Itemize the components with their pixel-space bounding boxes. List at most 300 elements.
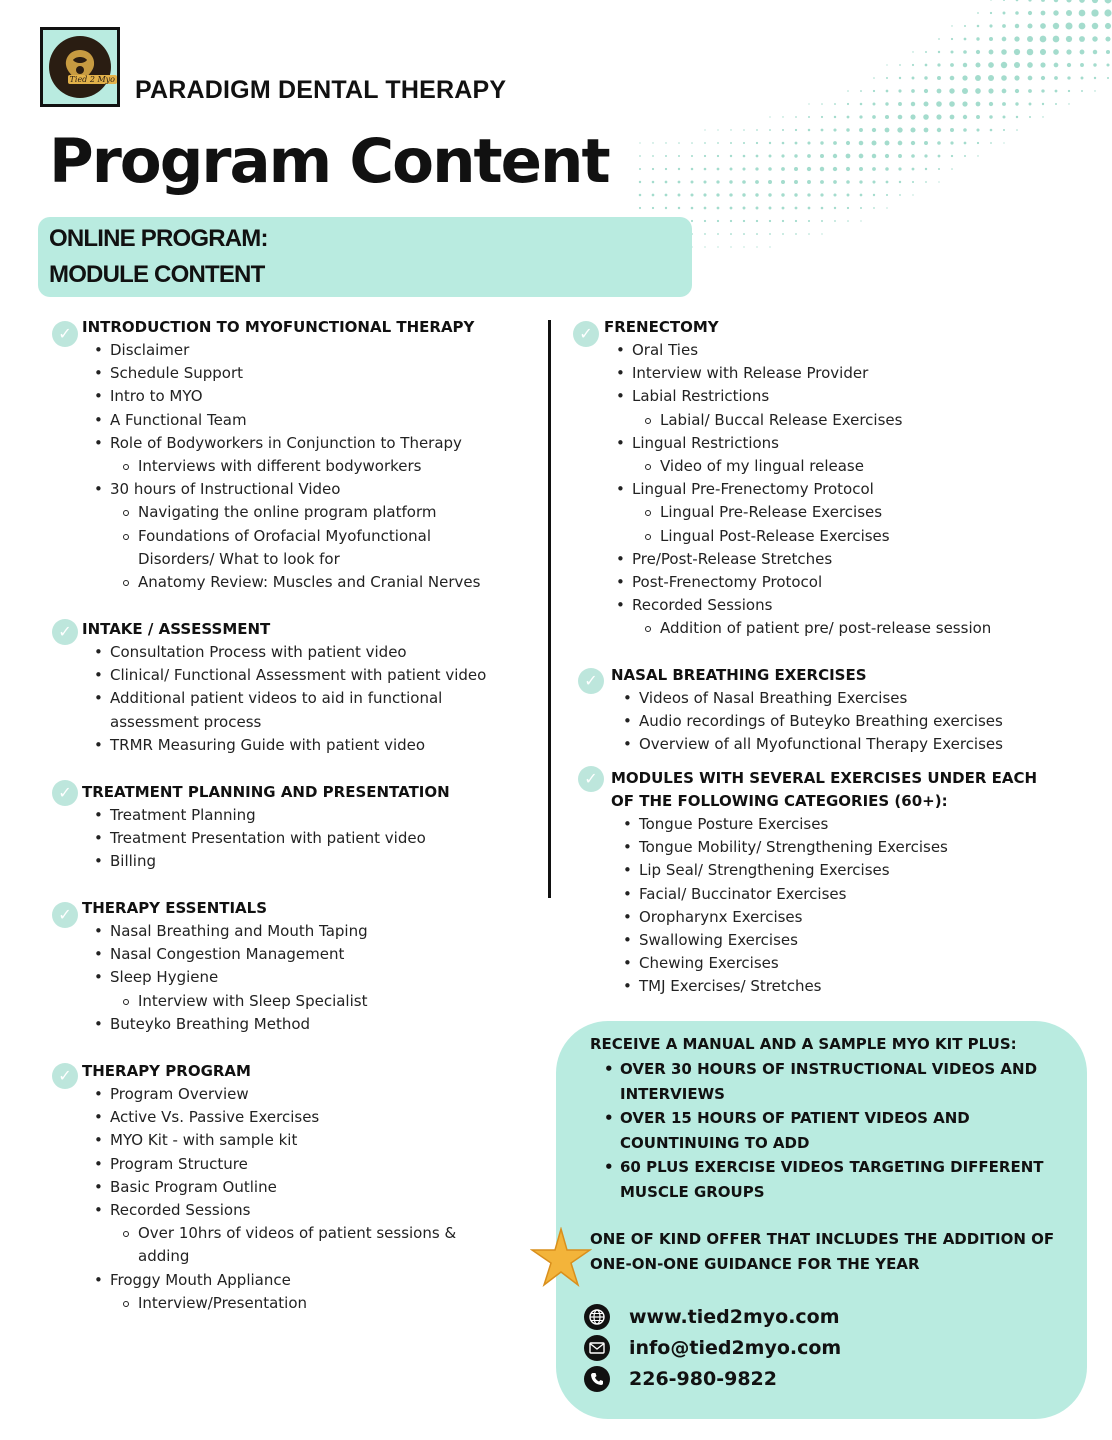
dot [820, 167, 824, 171]
dot [1066, 0, 1071, 3]
dot [1003, 0, 1005, 1]
dot [977, 155, 978, 156]
dot [925, 168, 927, 170]
dot [910, 127, 915, 132]
dot [1040, 62, 1045, 67]
dot [912, 77, 915, 80]
dot [717, 233, 719, 235]
dot [859, 128, 863, 132]
dot [1054, 63, 1059, 68]
dot [1042, 103, 1044, 105]
dot [860, 103, 863, 106]
dot [938, 38, 940, 40]
section-program [52, 1060, 522, 1315]
dot [665, 155, 667, 157]
sub-list-item: Navigating the online program platform [82, 501, 522, 524]
dot [678, 155, 680, 157]
list-item: • Facial/ Buccinator Exercises [611, 883, 1078, 906]
module-banner [38, 217, 692, 297]
dot [1014, 49, 1020, 55]
list-item: • Pre/Post-Release Stretches [604, 548, 1073, 571]
sub-list-item: Interviews with different bodyworkers [82, 455, 522, 478]
dot [1003, 129, 1005, 131]
dot [1028, 76, 1033, 81]
dot [925, 64, 928, 67]
dot [821, 220, 823, 222]
dot [729, 180, 732, 183]
dot [949, 101, 955, 107]
dot [769, 116, 770, 117]
dot [1092, 23, 1099, 30]
dot [730, 155, 732, 157]
dot [768, 193, 771, 196]
offer-special: ONE OF KIND OFFER THAT INCLUDES THE ADDITION OF ONE-ON-ONE GUIDANCE FOR THE YEAR [590, 1230, 1055, 1273]
dot [911, 141, 915, 145]
dot [962, 101, 967, 106]
dot [833, 128, 836, 131]
dot [833, 141, 837, 145]
dot [1106, 50, 1110, 54]
offer-list [590, 1057, 1080, 1204]
list-item: • Lingual Restrictions [604, 432, 1073, 455]
dot [834, 116, 836, 118]
dot [911, 154, 915, 158]
sub-list-item: Over 10hrs of videos of patient sessions & adding [82, 1222, 522, 1268]
dot [846, 128, 849, 131]
dot [717, 207, 720, 210]
dot [795, 207, 798, 210]
section-heading: THERAPY ESSENTIALS [82, 899, 268, 917]
dot [665, 181, 668, 184]
dot [899, 64, 901, 66]
dot [716, 180, 719, 183]
dot [807, 193, 810, 196]
dot [717, 155, 719, 157]
dot [951, 168, 953, 170]
list-item: • Nasal Breathing and Mouth Taping [82, 920, 522, 943]
dot [652, 194, 655, 197]
dot [639, 181, 641, 183]
list-item: • Clinical/ Functional Assessment with patient video [82, 664, 532, 687]
list-item: • Intro to MYO [82, 385, 522, 408]
offer-item: • OVER 15 HOURS OF PATIENT VIDEOS AND COUNTINUING TO ADD [590, 1106, 1080, 1155]
dot [691, 181, 694, 184]
dot [1014, 36, 1019, 41]
dot [808, 233, 810, 235]
dot [1053, 49, 1059, 55]
dot [847, 220, 849, 222]
sub-list-item: Video of my lingual release [604, 455, 1073, 478]
dot [847, 116, 850, 119]
list-item: • 30 hours of Instructional Video [82, 478, 522, 501]
dot [704, 129, 705, 130]
dot [950, 115, 955, 120]
sub-list-item: Addition of patient pre/ post-release session [604, 617, 1073, 640]
dot [782, 220, 784, 222]
offer-item: • OVER 30 HOURS OF INSTRUCTIONAL VIDEOS AND INTERVIEWS [590, 1057, 1080, 1106]
dot [639, 142, 640, 143]
section-intake [52, 618, 532, 757]
list-item: • Videos of Nasal Breathing Exercises [611, 687, 1078, 710]
banner-line-2: MODULE CONTENT [49, 261, 265, 288]
dot [950, 141, 953, 144]
website-link[interactable]: www.tied2myo.com [629, 1306, 840, 1328]
dot [820, 154, 824, 158]
dot [821, 207, 824, 210]
dot [938, 155, 941, 158]
dot [742, 193, 745, 196]
dot [716, 193, 719, 196]
dot [769, 220, 771, 222]
dot [769, 155, 772, 158]
dot [871, 140, 876, 145]
list-item: • A Functional Team [82, 409, 522, 432]
offer-box [556, 1021, 1087, 1419]
list-item: • Treatment Presentation with patient video [82, 827, 522, 850]
dot [808, 103, 809, 104]
dot [1067, 63, 1071, 67]
dot [795, 142, 798, 145]
dot [964, 155, 966, 157]
dot [1028, 0, 1031, 2]
dot [1054, 0, 1058, 2]
check-icon: ✓ [578, 766, 604, 792]
dot [807, 167, 811, 171]
dot [704, 233, 706, 235]
dot [743, 246, 744, 247]
dot [1079, 0, 1085, 3]
section-heading: TREATMENT PLANNING AND PRESENTATION [82, 783, 450, 801]
dot [755, 193, 758, 196]
dot [639, 155, 641, 157]
section-heading: FRENECTOMY [604, 318, 719, 336]
dot [807, 154, 811, 158]
dot [730, 220, 732, 222]
dot [964, 142, 967, 145]
section-heading: THERAPY PROGRAM [82, 1062, 251, 1080]
logo [40, 27, 120, 107]
dot [781, 193, 784, 196]
dot [743, 142, 745, 144]
dot [1068, 90, 1070, 92]
list-item: • Role of Bodyworkers in Conjunction to Therapy [82, 432, 522, 455]
dot [1055, 103, 1057, 105]
list-item: • Additional patient videos to aid in functional assessment process [82, 687, 532, 733]
dot [872, 115, 876, 119]
dot [937, 89, 942, 94]
dot [975, 88, 981, 94]
phone-number[interactable]: 226-980-9822 [629, 1368, 777, 1390]
dot [1041, 11, 1046, 16]
list-item: • Schedule Support [82, 362, 522, 385]
dot [795, 129, 797, 131]
dot [652, 181, 655, 184]
dot [949, 88, 954, 93]
section-heading: INTRODUCTION TO MYOFUNCTIONAL THERAPY [82, 318, 475, 336]
dot [962, 75, 967, 80]
dot [936, 101, 942, 107]
dot [860, 207, 862, 209]
dot [820, 193, 823, 196]
column-divider [548, 320, 551, 898]
dot [756, 129, 758, 131]
dot [639, 168, 641, 170]
dot [703, 193, 706, 196]
sub-list-item: Interview with Sleep Specialist [82, 990, 522, 1013]
dot [936, 114, 941, 119]
phone-icon [584, 1366, 610, 1392]
dot [769, 142, 771, 144]
dot [1040, 23, 1046, 29]
dot [950, 76, 955, 81]
dot [795, 233, 797, 235]
dot [937, 76, 941, 80]
dot [860, 90, 862, 92]
dot [1003, 142, 1004, 143]
dot [899, 194, 901, 196]
dot [833, 193, 836, 196]
dot [885, 141, 890, 146]
dot [742, 167, 745, 170]
dot [1079, 23, 1086, 30]
sub-list-item: Anatomy Review: Muscles and Cranial Nerves [82, 571, 522, 594]
dot [1055, 90, 1058, 93]
dot [872, 128, 876, 132]
dot [794, 154, 797, 157]
dot [755, 167, 758, 170]
dot [898, 89, 901, 92]
dot [886, 207, 887, 208]
dot [924, 128, 929, 133]
dot [1066, 36, 1072, 42]
list-item: • Oral Ties [604, 339, 1073, 362]
dot [652, 142, 653, 143]
dot [1068, 103, 1069, 104]
dot [1028, 11, 1032, 15]
dot [912, 181, 914, 183]
dot [1066, 49, 1071, 54]
dot [1029, 116, 1031, 118]
dot [951, 25, 952, 26]
dot [756, 246, 757, 247]
list-item: • Lip Seal/ Strengthening Exercises [611, 859, 1078, 882]
dot [665, 194, 668, 197]
dot [924, 89, 928, 93]
list-item: • Interview with Release Provider [604, 362, 1073, 385]
list-item: • Tongue Posture Exercises [611, 813, 1078, 836]
dot [794, 193, 797, 196]
logo-text: Tied 2 Myo [69, 75, 115, 84]
dot [756, 233, 758, 235]
offer-item: • 60 PLUS EXERCISE VIDEOS TARGETING DIFFERENT MUSCLE GROUPS [590, 1155, 1080, 1204]
section-nasal [578, 664, 1078, 757]
dot [846, 167, 850, 171]
section-heading: INTAKE / ASSESSMENT [82, 620, 271, 638]
dot [1053, 23, 1059, 29]
list-item: • Swallowing Exercises [611, 929, 1078, 952]
section-frenectomy [573, 316, 1073, 641]
contact-website[interactable] [584, 1303, 840, 1331]
dot [704, 246, 705, 247]
dot [847, 194, 850, 197]
check-icon: ✓ [52, 1063, 78, 1089]
dot [782, 116, 783, 117]
sub-list-item: Lingual Pre-Release Exercises [604, 501, 1073, 524]
section-heading: MODULES WITH SEVERAL EXERCISES UNDER EACH OF THE FOLLOWING CATEGORIES (60+): [611, 769, 1038, 810]
dot [977, 12, 979, 14]
dot [1001, 62, 1007, 68]
dot [717, 129, 718, 130]
list-item: • Recorded Sessions [82, 1199, 522, 1222]
dot [756, 220, 758, 222]
banner-line-1: ONLINE PROGRAM: [49, 225, 268, 252]
dot [755, 180, 759, 184]
dot [678, 168, 680, 170]
dot [1003, 12, 1006, 15]
dot [808, 207, 811, 210]
contact-phone[interactable] [584, 1365, 777, 1393]
dot [1040, 49, 1046, 55]
dot [990, 12, 992, 14]
dot [717, 246, 718, 247]
dot [860, 194, 863, 197]
dot [937, 128, 941, 132]
dot [652, 168, 654, 170]
dot [885, 128, 890, 133]
dot [976, 115, 980, 119]
dot [678, 207, 680, 209]
dot [975, 75, 981, 81]
dot [1094, 90, 1095, 91]
dot [742, 180, 746, 184]
dot [1081, 90, 1083, 92]
check-icon: ✓ [573, 321, 599, 347]
dot [951, 38, 953, 40]
dot [807, 141, 810, 144]
dot [730, 168, 733, 171]
dot [794, 167, 798, 171]
dot [704, 155, 706, 157]
list-item: • Buteyko Breathing Method [82, 1013, 522, 1036]
dot [808, 220, 810, 222]
dot [846, 141, 850, 145]
dot [1002, 89, 1007, 94]
dot [1014, 75, 1019, 80]
dot [963, 50, 967, 54]
dot [690, 193, 693, 196]
dot [665, 207, 667, 209]
dot [924, 102, 929, 107]
dot [704, 207, 707, 210]
sub-list-item: Interview/Presentation [82, 1292, 522, 1315]
dot [781, 167, 785, 171]
dot [769, 129, 771, 131]
dot [860, 220, 861, 221]
dot [912, 51, 913, 52]
dot [846, 154, 851, 159]
dot [678, 181, 681, 184]
email-link[interactable]: info@tied2myo.com [629, 1337, 842, 1359]
dot [1027, 36, 1033, 42]
dot [1092, 36, 1097, 41]
dot [885, 102, 888, 105]
dot [925, 181, 927, 183]
dot [833, 167, 837, 171]
list-item: • Sleep Hygiene [82, 966, 522, 989]
dot [846, 180, 850, 184]
dot [1107, 77, 1109, 79]
dot [691, 168, 694, 171]
contact-email[interactable] [584, 1334, 841, 1362]
dot [872, 154, 876, 158]
dot [730, 142, 732, 144]
dot [782, 142, 785, 145]
envelope-icon [584, 1335, 610, 1361]
list-item: • Active Vs. Passive Exercises [82, 1106, 522, 1129]
offer-heading: RECEIVE A MANUAL AND A SAMPLE MYO KIT PLUS: [590, 1035, 1017, 1053]
dot [950, 63, 954, 67]
dot [743, 155, 746, 158]
list-item: • Audio recordings of Buteyko Breathing exercises [611, 710, 1078, 733]
dot [885, 154, 889, 158]
dot [1042, 116, 1043, 117]
dot [652, 155, 654, 157]
dot [1094, 77, 1096, 79]
dot [795, 116, 797, 118]
sub-list-item: Lingual Post-Release Exercises [604, 525, 1073, 548]
dot [886, 77, 888, 79]
dot [977, 25, 980, 28]
page-title: Program Content [49, 126, 609, 197]
dot [912, 194, 913, 195]
list-item: • Nasal Congestion Management [82, 943, 522, 966]
dot [639, 207, 641, 209]
dot [1015, 89, 1019, 93]
dot [730, 233, 732, 235]
logo-emblem-icon [49, 36, 115, 98]
dot [937, 141, 941, 145]
dot [834, 207, 836, 209]
dot [769, 233, 771, 235]
dot [1080, 63, 1084, 67]
dot [898, 154, 902, 158]
dot [938, 181, 939, 182]
dot [1016, 116, 1018, 118]
dot [782, 129, 784, 131]
dot [1104, 9, 1111, 16]
dot [964, 38, 967, 41]
dot [988, 88, 993, 93]
dot [743, 129, 745, 131]
section-heading: NASAL BREATHING EXERCISES [611, 666, 867, 684]
dot [990, 129, 993, 132]
list-item: • MYO Kit - with sample kit [82, 1129, 522, 1152]
list-item: • Post-Frenectomy Protocol [604, 571, 1073, 594]
dot [912, 168, 915, 171]
dot [768, 167, 772, 171]
dot [1003, 116, 1006, 119]
dot [807, 180, 811, 184]
list-item: • Treatment Planning [82, 804, 522, 827]
dot [859, 115, 862, 118]
list-item: • Billing [82, 850, 522, 873]
dot [1080, 50, 1085, 55]
dot [990, 142, 992, 144]
dot [1093, 63, 1096, 66]
dot [1053, 10, 1058, 15]
dot [873, 77, 875, 79]
dot [1027, 23, 1032, 28]
